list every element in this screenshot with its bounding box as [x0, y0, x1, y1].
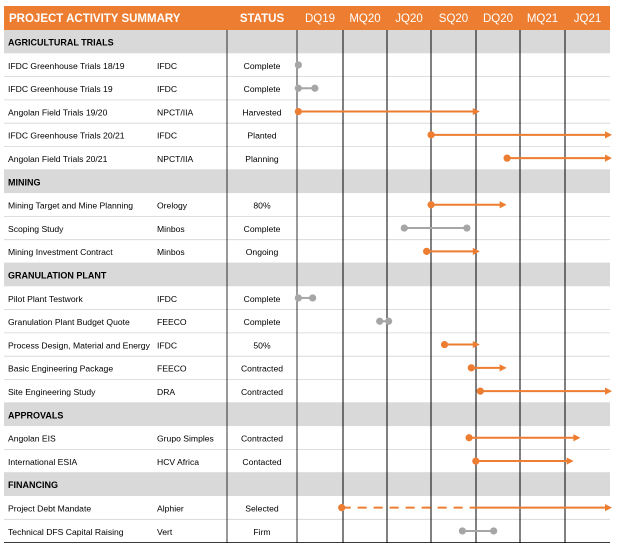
- status-value: Complete: [243, 317, 281, 328]
- start-marker: [423, 248, 430, 255]
- start-marker: [295, 294, 302, 301]
- start-marker: [376, 318, 383, 325]
- period-label: JQ20: [395, 13, 423, 25]
- section-row-bg: [4, 170, 610, 193]
- status-value: Selected: [245, 503, 279, 514]
- start-marker: [295, 61, 302, 68]
- status-value: Ongoing: [245, 247, 279, 258]
- section-row-bg: [4, 403, 610, 426]
- period-label: DQ19: [304, 13, 336, 25]
- activity-label: Basic Engineering Package: [8, 363, 114, 374]
- status-value: Contacted: [242, 456, 282, 467]
- start-marker: [338, 504, 345, 511]
- party-label: NPCT/IIA: [157, 107, 194, 118]
- party-label: Grupo Simples: [157, 433, 214, 444]
- party-label: Minbos: [157, 247, 185, 258]
- start-marker: [295, 108, 302, 115]
- activity-label: Project Debt Mandate: [8, 503, 92, 514]
- status-value: Contracted: [240, 387, 284, 397]
- status-value: Contracted: [240, 363, 284, 374]
- end-marker: [309, 294, 316, 301]
- status-value: Harvested: [242, 107, 282, 118]
- party-label: IFDC: [157, 293, 178, 304]
- activity-label: Angolan Field Trials 20/21: [8, 154, 108, 164]
- section-row-bg: [4, 473, 610, 496]
- status-header: STATUS: [239, 13, 285, 25]
- activity-label: Pilot Plant Testwork: [8, 293, 83, 304]
- party-label: Alphier: [157, 503, 184, 514]
- start-marker: [295, 85, 302, 92]
- section-label: FINANCING: [8, 480, 58, 491]
- end-arrow: [605, 388, 612, 395]
- status-value: Planted: [247, 130, 277, 141]
- status-value: Complete: [243, 223, 281, 234]
- period-label: MQ21: [526, 13, 559, 25]
- end-arrow: [573, 434, 580, 441]
- party-label: Minbos: [157, 223, 185, 234]
- party-label: IFDC: [157, 130, 178, 141]
- activity-label: Process Design, Material and Energy: [8, 340, 150, 351]
- status-value: Complete: [243, 84, 281, 95]
- period-label: JQ21: [573, 13, 602, 25]
- party-label: FEECO: [157, 317, 187, 328]
- start-marker: [441, 341, 448, 348]
- activity-label: International ESIA: [8, 456, 78, 467]
- section-label: MINING: [8, 177, 41, 188]
- start-marker: [465, 434, 472, 441]
- activity-label: Technical DFS Capital Raising: [8, 526, 124, 537]
- end-marker: [463, 224, 470, 231]
- start-marker: [477, 388, 484, 395]
- status-value: Firm: [253, 526, 271, 537]
- section-label: APPROVALS: [8, 410, 64, 421]
- party-label: IFDC: [157, 340, 178, 351]
- status-value: Complete: [243, 293, 281, 304]
- section-label: GRANULATION PLANT: [8, 270, 107, 281]
- party-label: HCV Africa: [157, 456, 200, 467]
- status-value: Planning: [245, 154, 279, 164]
- activity-label: Site Engineering Study: [8, 387, 96, 397]
- activity-label: Angolan Field Trials 19/20: [8, 107, 108, 118]
- status-value: Contracted: [240, 433, 284, 444]
- activity-label: IFDC Greenhouse Trials 20/21: [8, 130, 125, 141]
- end-arrow: [605, 155, 612, 162]
- activity-label: Mining Target and Mine Planning: [8, 200, 134, 211]
- party-label: IFDC: [157, 60, 178, 71]
- party-label: FEECO: [157, 363, 187, 374]
- activity-label: Granulation Plant Budget Quote: [8, 317, 130, 328]
- activity-label: Scoping Study: [8, 223, 64, 234]
- activity-label: IFDC Greenhouse Trials 18/19: [8, 60, 125, 71]
- start-marker: [401, 224, 408, 231]
- party-label: NPCT/IIA: [157, 154, 194, 164]
- end-arrow: [500, 364, 507, 371]
- status-value: 80%: [253, 200, 271, 211]
- end-marker: [385, 318, 392, 325]
- chart-title: PROJECT ACTIVITY SUMMARY: [9, 13, 181, 25]
- end-marker: [490, 527, 497, 534]
- end-marker: [311, 85, 318, 92]
- end-arrow: [605, 504, 612, 511]
- activity-label: Mining Investment Contract: [8, 247, 113, 258]
- party-label: IFDC: [157, 84, 178, 95]
- activity-label: IFDC Greenhouse Trials 19: [8, 84, 113, 95]
- period-label: MQ20: [349, 13, 381, 25]
- period-label: DQ20: [482, 13, 514, 25]
- start-marker: [428, 201, 435, 208]
- section-label: AGRICULTURAL TRIALS: [8, 37, 114, 48]
- party-label: DRA: [157, 387, 176, 397]
- start-marker: [459, 527, 466, 534]
- start-marker: [428, 131, 435, 138]
- end-arrow: [500, 201, 507, 208]
- status-value: Complete: [243, 60, 281, 71]
- period-label: SQ20: [438, 13, 469, 25]
- end-arrow: [605, 131, 612, 138]
- party-label: Orelogy: [157, 200, 188, 211]
- end-arrow: [567, 457, 574, 464]
- party-label: Vert: [157, 526, 173, 537]
- status-value: 50%: [253, 340, 271, 351]
- start-marker: [503, 155, 510, 162]
- start-marker: [468, 364, 475, 371]
- activity-label: Angolan EIS: [8, 433, 56, 444]
- start-marker: [472, 457, 479, 464]
